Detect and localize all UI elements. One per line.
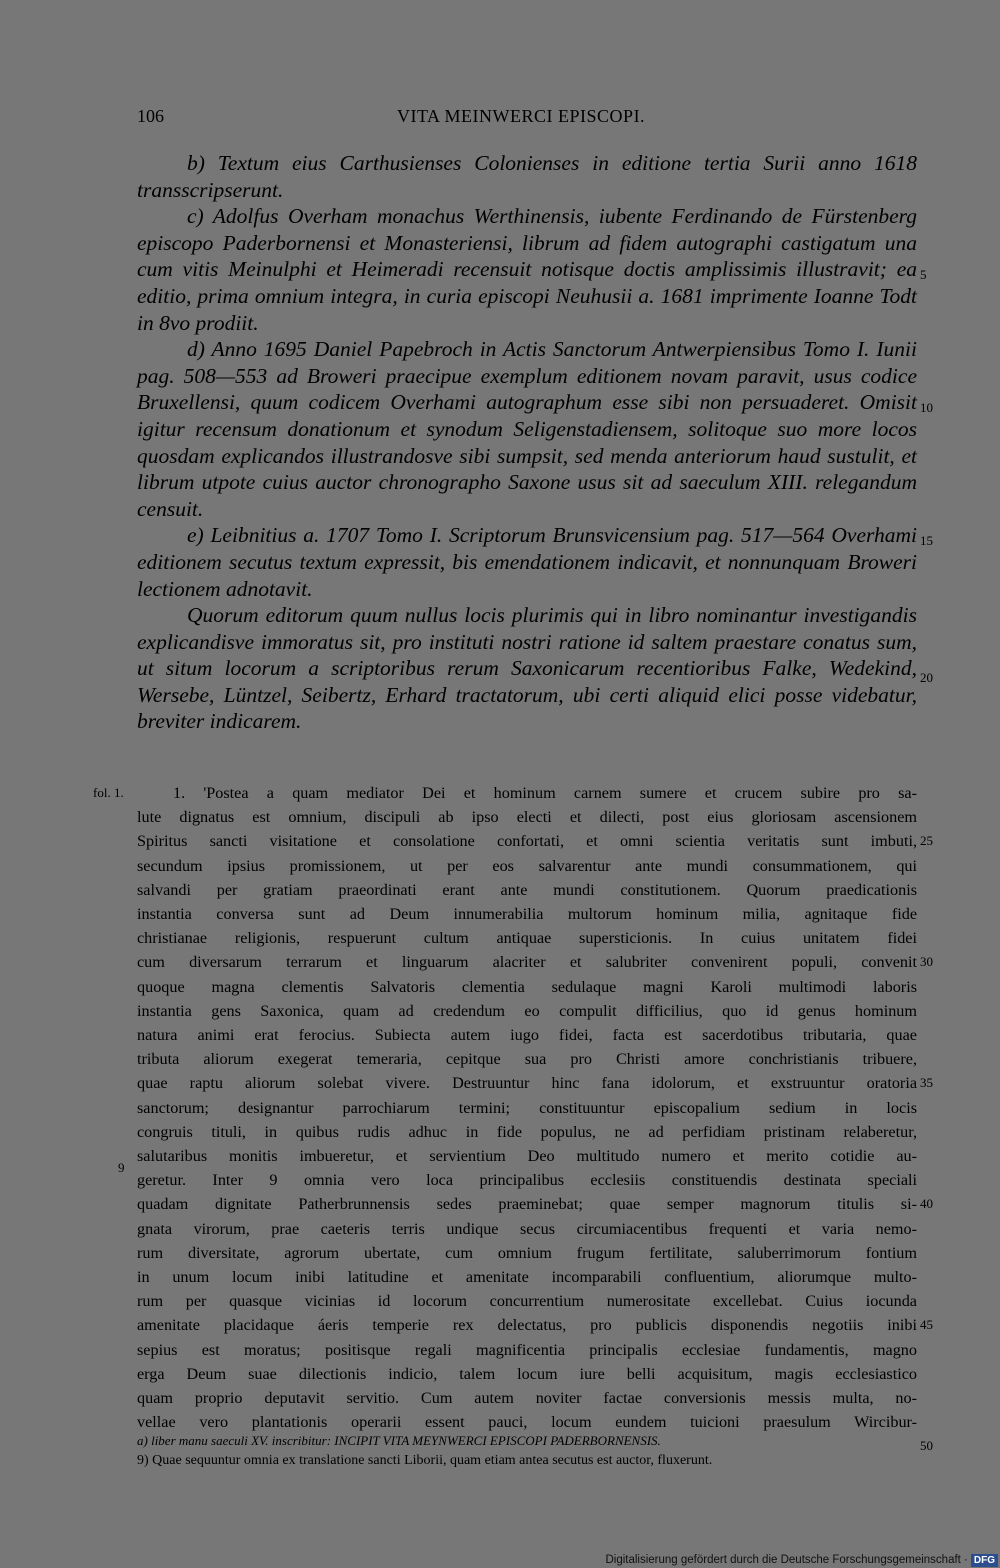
main-text-line: sepius est moratus; positisque regali magnificentia principalis ecclesiae fundamentis, magno [137,1340,917,1359]
main-text-line: 1. 'Postea a quam mediator Dei et hominum carnem sumere et crucem subire pro sa- [173,784,917,802]
line-number: 35 [920,1075,933,1090]
intro-paragraph-c: c) Adolfus Overham monachus Werthinensis, iubente Ferdinando de Fürstenberg episcopo Paderbornensi et Monasteriensi, librum ad fidem autographi castigatum una cum vitis Meinulphi et Heimeradi recensuit notisque doctis amplissimis illustravit; ea editio, prima omnium integra, in curia episcopi Neuhusii a. 1681 imprimente Ioanne Todt in 8vo prodiit. [137,204,917,335]
main-text-line: geretur. Inter 9 omnia vero loca principalibus ecclesiis constituendis destinata speciali [137,1171,917,1190]
page-number: 106 [137,106,164,126]
main-text-line: quoque magna clementis Salvatoris clementia sedulaque magni Karoli multimodi laboris [137,977,917,996]
main-text-line: sanctorum; designantur parrochiarum termini; constituuntur episcopalium sedium in locis [137,1098,917,1117]
dfg-banner [605,1552,1000,1568]
main-paragraph [137,781,917,1434]
line-number: 50 [920,1438,933,1453]
line-number: 40 [920,1196,933,1211]
footnote-a: a) liber manu saeculi XV. inscribitur: INCIPIT VITA MEYNWERCI EPISCOPI PADERBORNENSIS. [137,1433,661,1448]
line-number: 5 [920,267,927,282]
line-number: 20 [920,670,933,685]
main-text-line: cum diversarum terrarum et linguarum alacriter et salubriter convenirent populi, convenit [137,953,917,972]
main-text-line: instantia conversa sunt ad Deum innumerabilia multorum hominum milia, agnitaque fide [137,905,917,924]
line-number: 45 [920,1317,933,1332]
main-text-line: congruis tituli, in quibus rudis adhuc in fide populus, ne ad perfidiam pristinam relaberetur, [137,1122,917,1141]
intro-paragraph-d: d) Anno 1695 Daniel Papebroch in Actis Sanctorum Antwerpiensibus Tomo I. Iunii pag. 508—553 ad Broweri praecipue exemplum editionem novam paravit, usus codice Bruxellensi, quum codicem Overhami autographum esse sibi non persuaderet. Omisit igitur recensum donationum et synodum Seligenstadiensem, solitoque suo more locos quosdam explicandos illustrandosve sibi sumpsit, sed menda anteriorum haud sustulit, et librum utpote cuius auctor chronographo Saxone usus sit ad saeculum XIII. relegandum censuit. [137,337,917,521]
main-text-line: quam proprio deputavit servitio. Cum autem noviter factae conversionis messis multa, no- [137,1389,917,1408]
intro-paragraph-e: e) Leibnitius a. 1707 Tomo I. Scriptorum Brunsvicensium pag. 517—564 Overhami editionem secutus textum expressit, bis emendationem indicavit, et nonnunquam Broweri lectionem adnotavit. [137,523,917,601]
folio-marker: fol. 1. [93,785,124,800]
line-number: 30 [920,954,933,969]
line-number: 10 [920,400,933,415]
main-text-line: erga Deum suae dilectionis indicio, talem locum iure belli acquisitum, magis ecclesiastico [137,1364,917,1383]
main-text-line: gnata virorum, prae caeteris terris undique secus circumiacentibus frequenti et varia nemo- [137,1219,917,1238]
main-text-line: salutaribus monitis imbueretur, et servientium Deo multitudo numero et merito cotidie au- [137,1147,917,1166]
main-text-line: secundum ipsius promissionem, ut per eos salvarentur ante mundi consummationem, qui [137,856,917,875]
main-text-line: lute dignatus est omnium, discipuli ab ipso electi et dilecti, post eius gloriosam ascensionem [137,808,917,827]
page-header [137,106,917,130]
line-number: 15 [920,533,933,548]
main-text-line: instantia gens Saxonica, quam ad credendum eo compulit difficilius, quo id genus hominum [137,1001,917,1020]
main-text-line: rum per quasque vicinias id locorum concurrentium numerositate excellebat. Cuius iocunda [137,1292,917,1311]
dfg-banner-text: Digitalisierung gefördert durch die Deutsche Forschungsgemeinschaft · [605,1554,968,1566]
main-text-line: salvandi per gratiam praeordinati erant ante mundi constitutionem. Quorum praedicationis [137,880,917,899]
main-text-line: quadam dignitate Patherbrunnensis sedes praeminebat; quae semper magnorum titulis si- [137,1195,917,1214]
intro-paragraph-b: b) Textum eius Carthusienses Colonienses in editione tertia Surii anno 1618 transscripserunt. [137,151,917,202]
intro-editions-text [137,150,917,735]
margin-note-9: 9 [118,1160,125,1175]
main-text-line: christianae religionis, respuerunt cultum antiquae supersticionis. In cuius unitatem fidei [137,929,917,948]
main-text-line: tributa aliorum exegerat temeraria, cepitque sua pro Christi amore conchristianis tribuere, [137,1050,917,1069]
main-text-line: amenitate placidaque áeris temperie rex delectatus, pro publicis disponendis negotiis inibi [137,1316,917,1335]
main-text-line: Spiritus sancti visitatione et consolatione confortati, et omni scientia veritatis sunt imbuti, [137,832,917,851]
dfg-logo-icon: DFG [971,1554,998,1567]
intro-paragraph-quorum: Quorum editorum quum nullus locis plurimis qui in libro nominantur investigandis explicandisve immoratus sit, pro instituti nostri ratione id saltem praestare conatus sum, ut situm locorum a scriptoribus rerum Saxonicarum recentioribus Falke, Wedekind, Wersebe, Lüntzel, Seibertz, Erhard tractatorum, ubi certi aliquid elici posse videbatur, breviter indicarem. [137,603,917,734]
footnote-9: 9) Quae sequuntur omnia ex translatione sancti Liborii, quam etiam antea secutus est auctor, fluxerunt. [137,1453,713,1468]
running-title: VITA MEINWERCI EPISCOPI. [397,106,646,126]
main-text-line: quae raptu aliorum solebat vivere. Destruuntur hinc fana idolorum, et exstruuntur oratoria [137,1074,917,1093]
main-text-line: rum diversitate, agrorum ubertate, cum omnium frugum fertilitate, saluberrimorum fontium [137,1243,917,1262]
main-text [137,781,917,1434]
main-text-line: natura animi erat ferocius. Subiecta autem iugo fidei, facta est sacerdotibus tributaria, quae [137,1026,917,1045]
main-text-line: vellae vero plantationis operarii essent pauci, locum eundem tuicioni praesulum Wircibur- [137,1413,917,1432]
main-text-line: in unum locum inibi latitudine et amenitate incomparabili confluentium, aliorumque multo- [137,1268,917,1287]
line-number: 25 [920,833,933,848]
